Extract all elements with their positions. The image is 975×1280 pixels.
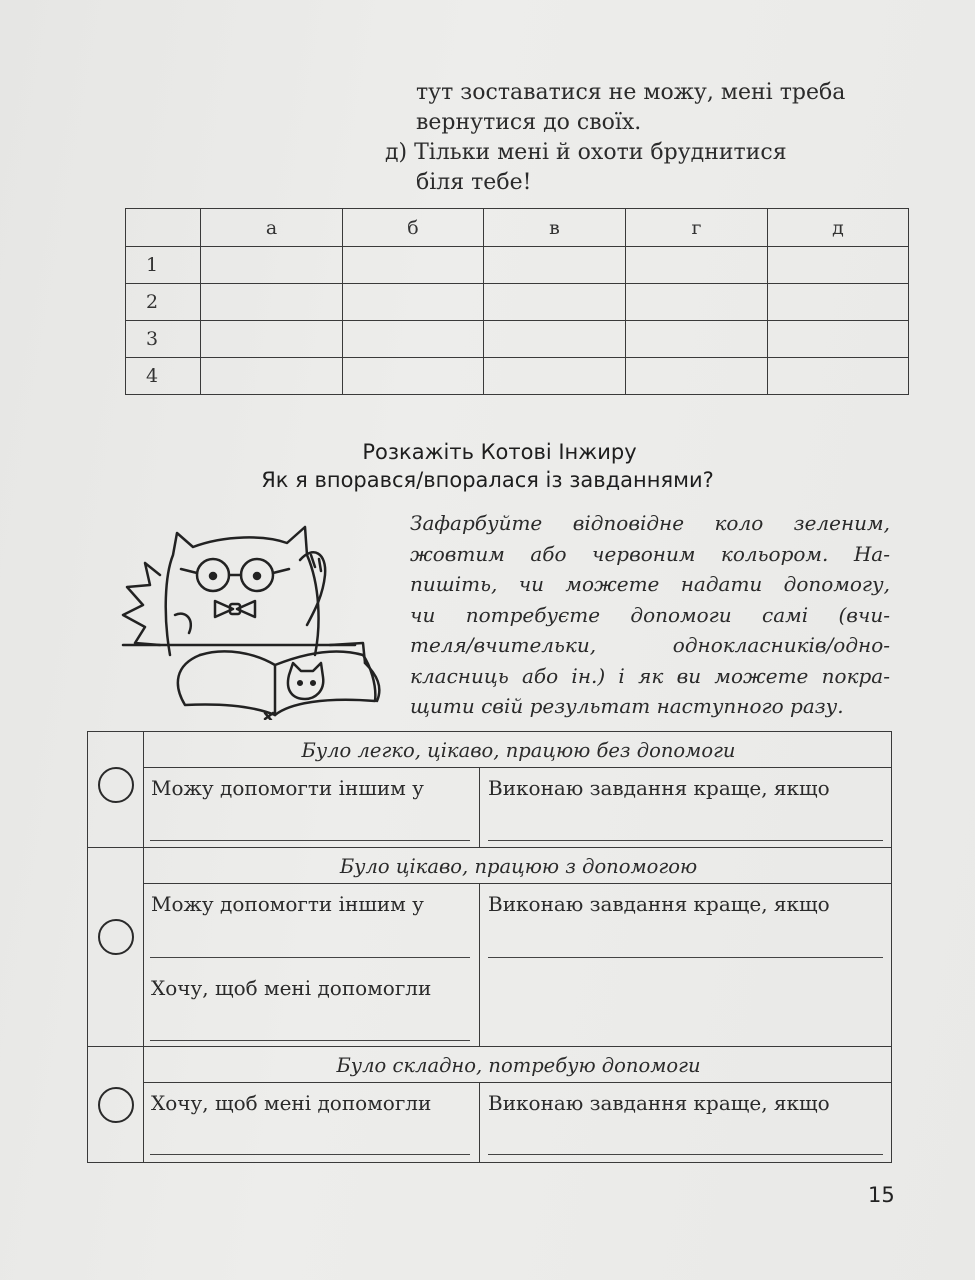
divider: [479, 767, 480, 847]
divider: [88, 1046, 891, 1047]
grid-row-number: 2: [126, 284, 201, 321]
instruction-line: Зафарбуйте відповідне коло зеленим,: [410, 511, 890, 535]
instruction-line: пишіть, чи можете надати допомогу,: [410, 572, 890, 596]
grid-cell[interactable]: [484, 247, 626, 284]
grid-cell[interactable]: [626, 247, 768, 284]
grid-cell[interactable]: [201, 247, 343, 284]
grid-cell[interactable]: [768, 247, 909, 284]
grid-cell[interactable]: [484, 358, 626, 395]
grid-col-header: б: [343, 209, 484, 247]
grid-cell[interactable]: [626, 284, 768, 321]
hard-want-help-label: Хочу, щоб мені допомогли: [151, 1091, 432, 1115]
instruction-line: жовтим або червоним кольором. На-: [410, 541, 890, 566]
grid-cell[interactable]: [201, 358, 343, 395]
grid-cell[interactable]: [768, 358, 909, 395]
grid-row-number: 3: [126, 321, 201, 358]
divider: [143, 767, 891, 768]
grid-cell[interactable]: [343, 321, 484, 358]
medium-improve-answer-line[interactable]: [488, 957, 883, 958]
text-line: вернутися до своїх.: [416, 110, 642, 135]
grid-cell[interactable]: [343, 247, 484, 284]
medium-status-circle[interactable]: [98, 919, 134, 955]
grid-col-header: д: [768, 209, 909, 247]
divider: [143, 883, 891, 884]
hard-caption: Було складно, потребую допомоги: [336, 1054, 701, 1077]
answer-grid: [125, 208, 909, 395]
hard-status-circle[interactable]: [98, 1087, 134, 1123]
medium-help-others-answer-line[interactable]: [150, 957, 470, 958]
easy-help-others-label: Можу допомогти іншим у: [151, 776, 424, 800]
grid-col-header: а: [201, 209, 343, 247]
grid-cell[interactable]: [343, 358, 484, 395]
instruction-line: теля/вчительки, однокласників/одно-: [410, 633, 890, 657]
instruction-line: чи потребуєте допомоги самі (вчи-: [410, 602, 890, 627]
grid-cell[interactable]: [484, 321, 626, 358]
easy-caption: Було легко, цікаво, працюю без допомоги: [301, 739, 736, 762]
exercise-text: [385, 78, 905, 198]
grid-cell[interactable]: [768, 321, 909, 358]
grid-header-row: [126, 209, 909, 247]
grid-cell[interactable]: [484, 284, 626, 321]
medium-want-help-label: Хочу, щоб мені допомогли: [151, 976, 432, 1000]
instruction-text: [410, 508, 890, 722]
grid-cell[interactable]: [201, 284, 343, 321]
easy-improve-label: Виконаю завдання краще, якщо: [488, 776, 830, 800]
grid-row: [126, 321, 909, 358]
hard-improve-answer-line[interactable]: [488, 1154, 883, 1155]
grid-cell[interactable]: [343, 284, 484, 321]
self-assessment-table: [87, 731, 892, 1163]
instruction-line: щити свій результат наступного разу.: [410, 694, 844, 718]
grid-row: [126, 284, 909, 321]
text-line: тут зоставатися не можу, мені треба: [416, 80, 846, 105]
text-line: біля тебе!: [416, 170, 532, 195]
page-number: 15: [868, 1183, 895, 1207]
section-subtitle: Як я впорався/впоралася із завданнями?: [261, 468, 714, 492]
divider: [479, 1082, 480, 1162]
grid-row: [126, 247, 909, 284]
medium-help-others-label: Можу допомогти іншим у: [151, 892, 424, 916]
grid-row-number: 1: [126, 247, 201, 284]
grid-cell[interactable]: [201, 321, 343, 358]
column-divider: [143, 732, 144, 1162]
cat-reading-book-icon: [115, 515, 390, 720]
grid-row-number: 4: [126, 358, 201, 395]
divider: [143, 1082, 891, 1083]
grid-row: [126, 358, 909, 395]
medium-want-help-answer-line[interactable]: [150, 1040, 470, 1041]
medium-improve-label: Виконаю завдання краще, якщо: [488, 892, 830, 916]
section-title: Розкажіть Котові Інжиру: [362, 440, 637, 464]
grid-cell[interactable]: [626, 358, 768, 395]
hard-improve-label: Виконаю завдання краще, якщо: [488, 1091, 830, 1115]
grid-col-header: г: [626, 209, 768, 247]
grid-col-header: в: [484, 209, 626, 247]
easy-status-circle[interactable]: [98, 767, 134, 803]
divider: [88, 847, 891, 848]
instruction-line: класниць або ін.) і як ви можете покра-: [410, 663, 890, 688]
grid-corner-cell: [126, 209, 201, 247]
divider: [479, 883, 480, 1046]
easy-help-others-answer-line[interactable]: [150, 840, 470, 841]
text-line: д) Тільки мені й охоти бруднитися: [385, 140, 787, 165]
hard-want-help-answer-line[interactable]: [150, 1154, 470, 1155]
grid-cell[interactable]: [768, 284, 909, 321]
easy-improve-answer-line[interactable]: [488, 840, 883, 841]
medium-caption: Було цікаво, працюю з допомогою: [339, 855, 698, 878]
grid-cell[interactable]: [626, 321, 768, 358]
